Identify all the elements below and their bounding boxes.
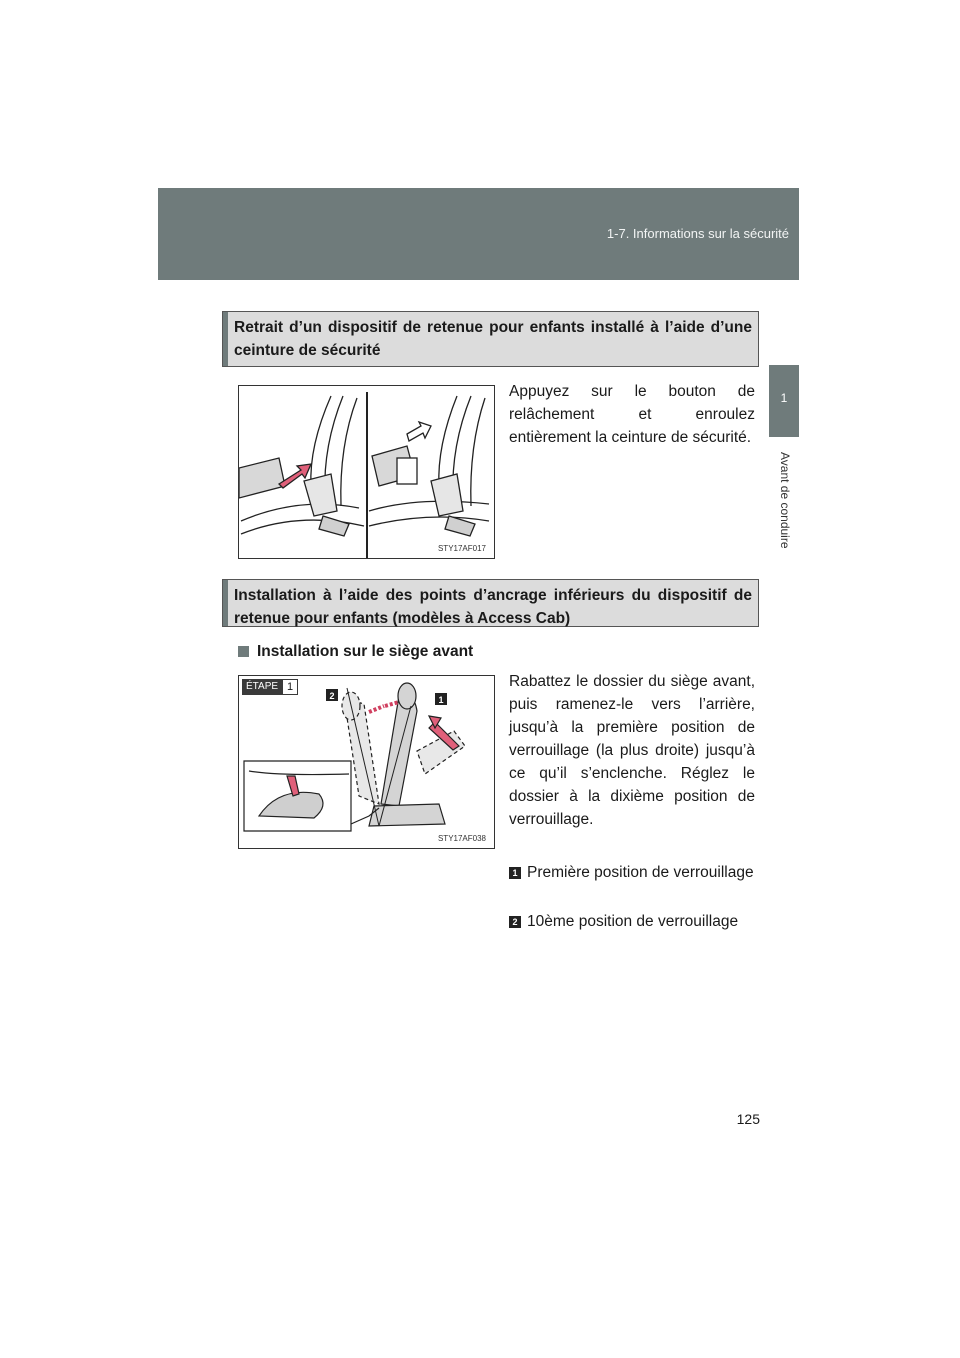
step-label: ÉTAPE bbox=[242, 679, 282, 695]
page-header bbox=[158, 188, 799, 280]
illustration-seatback-positions bbox=[238, 675, 495, 849]
legend-item bbox=[509, 910, 755, 933]
legend-text: Première position de verrouillage bbox=[527, 864, 754, 881]
section-title: 1-7. Informations sur la sécurité bbox=[606, 226, 789, 241]
seatbelt-release-drawing bbox=[239, 386, 494, 558]
legend-item bbox=[509, 861, 755, 884]
marker-one: 1 bbox=[438, 695, 444, 705]
legend-text: 10ème position de verrouillage bbox=[527, 913, 739, 930]
section-heading-installation bbox=[222, 579, 759, 627]
legend-badge: 1 bbox=[509, 867, 521, 879]
marker-two: 2 bbox=[329, 691, 335, 701]
section-heading-removal bbox=[222, 311, 759, 367]
bullet-square-icon bbox=[238, 646, 249, 657]
instruction-text-installation: Rabattez le dossier du siège avant, puis ramenez-le vers l’arrière, jusqu’à la première position de verrouillage (la plus droite) jusqu’à ce qu’il s’enclenche. Réglez le dossier à la dixième position de verrouillage. bbox=[509, 673, 755, 828]
subheading-front-seat bbox=[238, 643, 473, 661]
figure-code: STY17AF017 bbox=[437, 544, 486, 553]
figure-code: STY17AF038 bbox=[437, 834, 486, 843]
heading-text: Retrait d’un dispositif de retenue pour enfants installé à l’aide d’une ceinture de sécurité bbox=[234, 319, 752, 359]
legend-badge: 2 bbox=[509, 916, 521, 928]
chapter-number: 1 bbox=[780, 391, 788, 405]
step-number: 1 bbox=[282, 679, 298, 695]
chapter-tab bbox=[769, 365, 799, 437]
illustration-seatbelt-release bbox=[238, 385, 495, 559]
subheading-text: Installation sur le siège avant bbox=[257, 643, 474, 660]
instruction-text-removal: Appuyez sur le bouton de relâchement et enroulez entièrement la ceinture de sécurité. bbox=[509, 383, 755, 446]
heading-text: Installation à l’aide des points d’ancrage inférieurs du dispositif de retenue pour enfants (modèles à Access Cab) bbox=[234, 587, 752, 627]
step-badge bbox=[242, 679, 298, 695]
page-number: 125 bbox=[736, 1111, 760, 1127]
chapter-label-container bbox=[766, 452, 802, 572]
chapter-label: Avant de conduire bbox=[778, 452, 792, 549]
seatback-drawing bbox=[239, 676, 494, 848]
